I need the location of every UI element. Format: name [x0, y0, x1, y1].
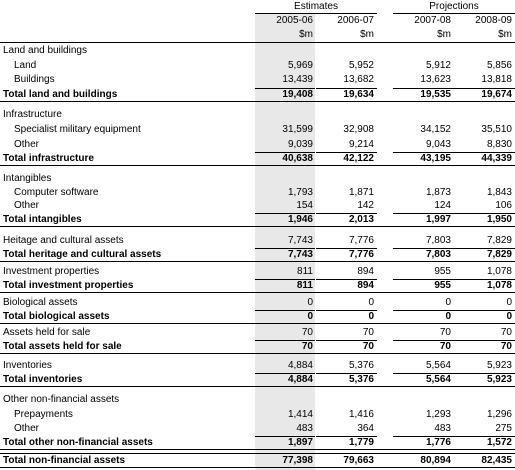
- subtotal-rule: [255, 152, 315, 153]
- cell-value: 77,398: [282, 455, 313, 466]
- row-label: Other: [14, 200, 40, 211]
- cell-value: 0: [506, 311, 512, 322]
- cell-value: 5,376: [348, 360, 374, 371]
- subtotal-rule: [393, 436, 454, 437]
- cell-value: 7,829: [486, 249, 512, 260]
- subtotal-rule: [393, 88, 454, 89]
- cell-value: 7,829: [486, 235, 512, 246]
- cell-value: 34,152: [420, 124, 451, 135]
- cell-value: 31,599: [282, 124, 313, 135]
- cell-value: 9,214: [348, 139, 374, 150]
- subtotal-rule: [316, 436, 377, 437]
- total-row-label: Total other non-financial assets: [3, 437, 153, 448]
- cell-value: 1,414: [287, 409, 313, 420]
- cell-value: 8,830: [486, 139, 512, 150]
- cell-value: 1,997: [425, 214, 451, 225]
- cell-value: 7,803: [425, 235, 451, 246]
- cell-value: 1,946: [287, 214, 313, 225]
- subtotal-rule: [393, 279, 454, 280]
- cell-value: 5,969: [287, 60, 313, 71]
- cell-value: 1,843: [486, 187, 512, 198]
- subtotal-rule: [316, 310, 377, 311]
- cell-value: 42,122: [343, 153, 374, 164]
- subtotal-rule: [454, 340, 515, 341]
- cell-value: 7,803: [425, 249, 451, 260]
- unit-label: $m: [437, 29, 451, 40]
- cell-value: 19,674: [481, 89, 512, 100]
- cell-value: 1,078: [486, 266, 512, 277]
- cell-value: 154: [296, 200, 313, 211]
- subtotal-rule: [316, 373, 377, 374]
- total-row-label: Total assets held for sale: [3, 341, 122, 352]
- estimates-underline: [255, 13, 377, 14]
- total-bottom-rule: [0, 323, 515, 324]
- cell-value: 19,634: [343, 89, 374, 100]
- cell-value: 44,339: [481, 153, 512, 164]
- year-header-2007-08: 2007-08: [414, 15, 451, 26]
- total-bottom-rule: [0, 226, 515, 227]
- row-label: Prepayments: [14, 409, 73, 420]
- cell-value: 142: [357, 200, 374, 211]
- total-row-label: Total intangibles: [3, 214, 82, 225]
- header-divider: [0, 42, 515, 43]
- year-header-2005-06: 2005-06: [276, 15, 313, 26]
- subtotal-rule: [255, 436, 315, 437]
- year-header-2006-07: 2006-07: [337, 15, 374, 26]
- total-bottom-rule: [0, 261, 515, 262]
- cell-value: 894: [357, 280, 374, 291]
- cell-value: 1,871: [348, 187, 374, 198]
- cell-value: 5,564: [425, 374, 451, 385]
- projections-underline: [393, 13, 515, 14]
- total-bottom-rule: [0, 353, 515, 354]
- cell-value: 4,884: [287, 374, 313, 385]
- subtotal-rule: [255, 340, 315, 341]
- row-label: Biological assets: [3, 297, 78, 308]
- cell-value: 9,043: [425, 139, 451, 150]
- subtotal-rule: [454, 310, 515, 311]
- cell-value: 35,510: [481, 124, 512, 135]
- subtotal-rule: [255, 279, 315, 280]
- subtotal-rule: [454, 436, 515, 437]
- subtotal-rule: [316, 152, 377, 153]
- cell-value: 1,416: [348, 409, 374, 420]
- cell-value: 70: [301, 327, 313, 338]
- cell-value: 70: [362, 341, 374, 352]
- subtotal-rule: [393, 373, 454, 374]
- cell-value: 0: [445, 311, 451, 322]
- row-label: Other: [14, 423, 40, 434]
- cell-value: 1,776: [425, 437, 451, 448]
- subtotal-rule: [393, 152, 454, 153]
- subtotal-rule: [393, 340, 454, 341]
- cell-value: 7,776: [348, 235, 374, 246]
- cell-value: 5,923: [486, 374, 512, 385]
- row-label: Specialist military equipment: [14, 124, 141, 135]
- grand-total-rule: [0, 453, 515, 454]
- total-bottom-rule: [0, 101, 515, 102]
- cell-value: 483: [296, 423, 313, 434]
- cell-value: 1,296: [486, 409, 512, 420]
- total-row-label: Total infrastructure: [3, 153, 94, 164]
- subtotal-rule: [316, 340, 377, 341]
- cell-value: 4,884: [287, 360, 313, 371]
- cell-value: 82,435: [481, 455, 512, 466]
- cell-value: 79,663: [343, 455, 374, 466]
- cell-value: 13,623: [420, 74, 451, 85]
- total-bottom-rule: [0, 292, 515, 293]
- cell-value: 483: [434, 423, 451, 434]
- cell-value: 7,743: [287, 249, 313, 260]
- cell-value: 1,078: [486, 280, 512, 291]
- cell-value: 1,293: [425, 409, 451, 420]
- cell-value: 2,013: [348, 214, 374, 225]
- cell-value: 70: [500, 341, 512, 352]
- subtotal-rule: [454, 213, 515, 214]
- subtotal-rule: [454, 279, 515, 280]
- unit-label: $m: [360, 29, 374, 40]
- cell-value: 70: [439, 327, 451, 338]
- cell-value: 0: [307, 297, 313, 308]
- subtotal-rule: [255, 310, 315, 311]
- total-row-label: Total non-financial assets: [3, 455, 126, 466]
- subtotal-rule: [316, 279, 377, 280]
- cell-value: 106: [495, 200, 512, 211]
- cell-value: 13,818: [481, 74, 512, 85]
- grand-total-bottom-rule: [0, 467, 515, 468]
- cell-value: 5,923: [486, 360, 512, 371]
- cell-value: 7,776: [348, 249, 374, 260]
- cell-value: 5,912: [425, 60, 451, 71]
- row-label: Computer software: [14, 187, 99, 198]
- row-label: Assets held for sale: [3, 327, 91, 338]
- cell-value: 955: [434, 266, 451, 277]
- cell-value: 9,039: [287, 139, 313, 150]
- cell-value: 43,195: [420, 153, 451, 164]
- subtotal-rule: [454, 248, 515, 249]
- subtotal-rule: [316, 248, 377, 249]
- cell-value: 0: [307, 311, 313, 322]
- cell-value: 70: [500, 327, 512, 338]
- cell-value: 13,439: [282, 74, 313, 85]
- subtotal-rule: [316, 88, 377, 89]
- subtotal-rule: [255, 248, 315, 249]
- subtotal-rule: [393, 310, 454, 311]
- section-heading: Infrastructure: [3, 109, 62, 120]
- row-label: Other: [14, 139, 40, 150]
- cell-value: 1,793: [287, 187, 313, 198]
- section-heading: Other non-financial assets: [3, 394, 120, 405]
- cell-value: 1,779: [348, 437, 374, 448]
- unit-label: $m: [299, 29, 313, 40]
- cell-value: 80,894: [420, 455, 451, 466]
- cell-value: 1,873: [425, 187, 451, 198]
- row-label: Buildings: [14, 74, 55, 85]
- total-bottom-rule: [0, 165, 515, 166]
- subtotal-rule: [255, 373, 315, 374]
- group-header-estimates: Estimates: [294, 1, 338, 12]
- cell-value: 0: [506, 297, 512, 308]
- cell-value: 1,950: [486, 214, 512, 225]
- cell-value: 364: [357, 423, 374, 434]
- row-label: Heitage and cultural assets: [3, 235, 124, 246]
- cell-value: 811: [297, 266, 313, 277]
- cell-value: 5,856: [486, 60, 512, 71]
- subtotal-rule: [393, 248, 454, 249]
- total-row-label: Total heritage and cultural assets: [3, 249, 162, 260]
- subtotal-rule: [454, 373, 515, 374]
- total-row-label: Total biological assets: [3, 311, 110, 322]
- subtotal-rule: [316, 213, 377, 214]
- subtotal-rule: [393, 213, 454, 214]
- section-heading: Land and buildings: [3, 45, 87, 56]
- section-heading: Intangibles: [3, 173, 52, 184]
- cell-value: 19,408: [282, 89, 313, 100]
- cell-value: 5,564: [425, 360, 451, 371]
- cell-value: 894: [357, 266, 374, 277]
- subtotal-rule: [255, 88, 315, 89]
- cell-value: 5,376: [348, 374, 374, 385]
- total-row-label: Total land and buildings: [3, 89, 118, 100]
- cell-value: 0: [368, 297, 374, 308]
- cell-value: 1,897: [287, 437, 313, 448]
- cell-value: 32,908: [343, 124, 374, 135]
- row-label: Investment properties: [3, 266, 100, 277]
- subtotal-rule: [454, 88, 515, 89]
- cell-value: 70: [362, 327, 374, 338]
- year-header-2008-09: 2008-09: [475, 15, 512, 26]
- cell-value: 7,743: [287, 235, 313, 246]
- total-row-label: Total inventories: [3, 374, 83, 385]
- subtotal-rule: [454, 152, 515, 153]
- cell-value: 1,572: [486, 437, 512, 448]
- cell-value: 19,535: [420, 89, 451, 100]
- cell-value: 275: [495, 423, 512, 434]
- total-bottom-rule: [0, 449, 515, 450]
- cell-value: 124: [434, 200, 451, 211]
- row-label: Land: [14, 60, 37, 71]
- total-row-label: Total investment properties: [3, 280, 134, 291]
- cell-value: 70: [301, 341, 313, 352]
- cell-value: 13,682: [343, 74, 374, 85]
- cell-value: 0: [368, 311, 374, 322]
- unit-label: $m: [498, 29, 512, 40]
- total-bottom-rule: [0, 386, 515, 387]
- cell-value: 811: [296, 280, 313, 291]
- cell-value: 5,952: [348, 60, 374, 71]
- row-label: Inventories: [3, 360, 52, 371]
- cell-value: 955: [434, 280, 451, 291]
- subtotal-rule: [255, 213, 315, 214]
- cell-value: 70: [439, 341, 451, 352]
- cell-value: 0: [445, 297, 451, 308]
- group-header-projections: Projections: [429, 1, 479, 12]
- cell-value: 40,638: [282, 153, 313, 164]
